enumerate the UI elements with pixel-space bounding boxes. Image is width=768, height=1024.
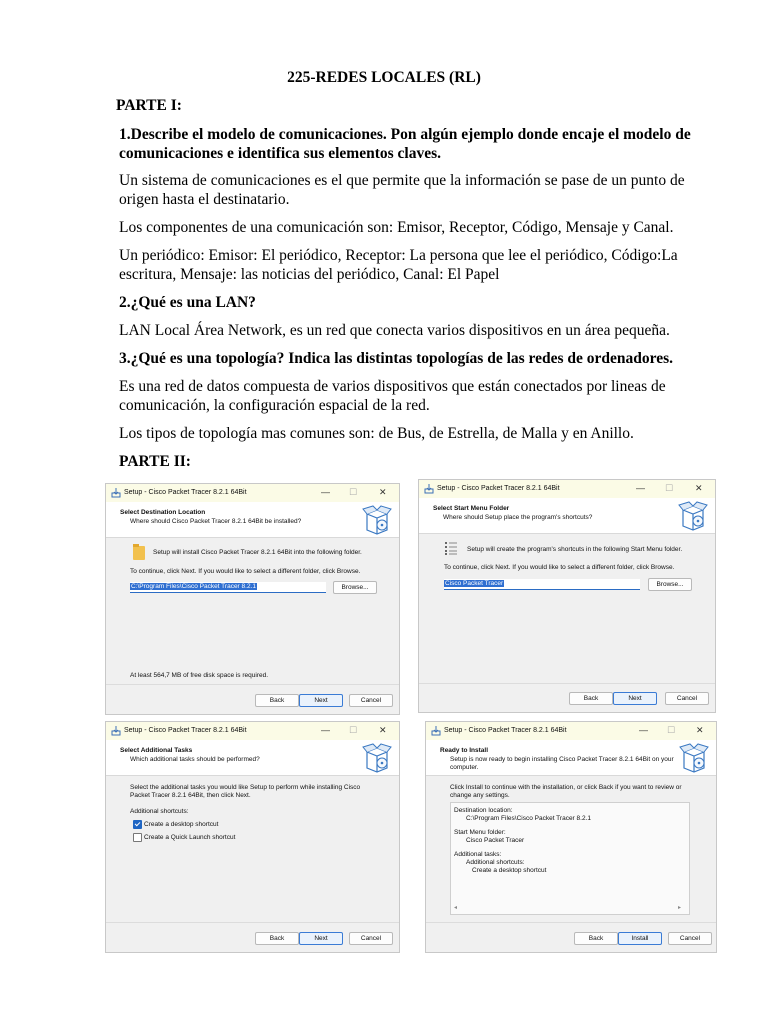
setup-icon bbox=[111, 488, 121, 498]
question-2: 2.¿Qué es una LAN? bbox=[119, 294, 256, 311]
page-heading: Select Destination Location bbox=[120, 509, 206, 516]
back-button[interactable]: Back bbox=[255, 694, 299, 707]
answer-3-paragraph-1: Es una red de datos compuesta de varios dispositivos que están conectados por lineas de comunicación, la configuración espacial de la red. bbox=[119, 378, 666, 414]
minimize-icon[interactable]: — bbox=[636, 483, 645, 493]
cancel-button[interactable]: Cancel bbox=[665, 692, 709, 705]
setup-icon bbox=[431, 726, 441, 736]
next-button[interactable]: Next bbox=[299, 932, 343, 945]
scroll-right-icon[interactable]: ▸ bbox=[678, 905, 682, 911]
minimize-icon[interactable]: — bbox=[321, 487, 330, 497]
shortcuts-group-label: Additional shortcuts: bbox=[130, 808, 189, 815]
close-icon[interactable]: ✕ bbox=[696, 725, 704, 735]
additional-shortcuts-value: Additional shortcuts: bbox=[466, 859, 525, 866]
page-subheading: Where should Cisco Packet Tracer 8.2.1 64Bit be installed? bbox=[130, 518, 302, 525]
page-subheading: Where should Setup place the program's shortcuts? bbox=[443, 514, 593, 521]
start-menu-info: Setup will create the program's shortcuts in the following Start Menu folder. bbox=[467, 546, 683, 553]
back-button[interactable]: Back bbox=[569, 692, 613, 705]
footer-divider bbox=[426, 922, 716, 923]
wizard-header bbox=[419, 498, 715, 534]
title-bar bbox=[426, 722, 716, 740]
scroll-left-icon[interactable]: ◂ bbox=[454, 905, 458, 911]
answer-1-paragraph-2: Los componentes de una comunicación son: Emisor, Receptor, Código, Mensaje y Canal. bbox=[119, 219, 674, 236]
tasks-info: Select the additional tasks you would like Setup to perform while installing Cisco Packet Tracer 8.2.1 64Bit, then click Next. bbox=[130, 784, 361, 799]
start-menu-folder-input[interactable] bbox=[444, 579, 640, 590]
destination-label: Destination location: bbox=[454, 807, 513, 814]
start-menu-icon bbox=[445, 541, 457, 555]
browse-button[interactable]: Browse... bbox=[333, 581, 377, 594]
start-menu-label: Start Menu folder: bbox=[454, 829, 506, 836]
setup-box-icon bbox=[678, 742, 710, 774]
title-bar bbox=[106, 722, 399, 740]
additional-tasks-label: Additional tasks: bbox=[454, 851, 502, 858]
answer-3-paragraph-2: Los tipos de topología mas comunes son: de Bus, de Estrella, de Malla y en Anillo. bbox=[119, 425, 634, 442]
page-heading: Select Start Menu Folder bbox=[433, 505, 510, 512]
destination-path-value: C:\Program Files\Cisco Packet Tracer 8.2.1 bbox=[131, 583, 256, 590]
window-title: Setup - Cisco Packet Tracer 8.2.1 64Bit bbox=[124, 489, 247, 496]
desktop-shortcut-value: Create a desktop shortcut bbox=[472, 867, 547, 874]
title-bar bbox=[106, 484, 399, 502]
answer-2: LAN Local Área Network, es un red que conecta varios dispositivos en un área pequeña. bbox=[119, 322, 670, 339]
wizard-header bbox=[106, 740, 399, 776]
cancel-button[interactable]: Cancel bbox=[668, 932, 712, 945]
window-title: Setup - Cisco Packet Tracer 8.2.1 64Bit bbox=[444, 727, 567, 734]
page-heading: Ready to Install bbox=[440, 747, 489, 754]
setup-icon bbox=[424, 484, 434, 494]
folder-icon bbox=[133, 546, 145, 560]
answer-1-paragraph-1: Un sistema de comunicaciones es el que permite que la información se pase de un punto de origen hasta el destinatario. bbox=[119, 172, 685, 208]
page-heading: Select Additional Tasks bbox=[120, 747, 193, 754]
cancel-button[interactable]: Cancel bbox=[349, 694, 393, 707]
close-icon[interactable]: ✕ bbox=[379, 487, 387, 497]
maximize-icon[interactable]: ☐ bbox=[667, 725, 676, 735]
desktop-shortcut-label: Create a desktop shortcut bbox=[144, 821, 219, 828]
footer-divider bbox=[106, 922, 399, 923]
destination-path-input[interactable] bbox=[130, 582, 326, 593]
window-title: Setup - Cisco Packet Tracer 8.2.1 64Bit bbox=[437, 485, 560, 492]
quick-launch-label: Create a Quick Launch shortcut bbox=[144, 834, 236, 841]
question-3: 3.¿Qué es una topología? Indica las distintas topologías de las redes de ordenadores. bbox=[119, 350, 674, 367]
footer-divider bbox=[106, 684, 399, 685]
wizard-header bbox=[106, 502, 399, 538]
setup-window-ready-to-install bbox=[425, 721, 717, 953]
back-button[interactable]: Back bbox=[255, 932, 299, 945]
document-title: 225-REDES LOCALES (RL) bbox=[287, 69, 481, 86]
setup-box-icon bbox=[361, 742, 393, 774]
setup-window-destination bbox=[105, 483, 400, 715]
minimize-icon[interactable]: — bbox=[639, 725, 648, 735]
part-two-heading: PARTE II: bbox=[119, 453, 191, 470]
install-button[interactable]: Install bbox=[618, 932, 662, 945]
start-menu-value: Cisco Packet Tracer bbox=[466, 837, 525, 844]
minimize-icon[interactable]: — bbox=[321, 725, 330, 735]
setup-window-start-menu bbox=[418, 479, 716, 713]
desktop-shortcut-checkbox[interactable] bbox=[133, 820, 142, 829]
install-folder-info: Setup will install Cisco Packet Tracer 8.2.1 64Bit into the following folder. bbox=[153, 549, 362, 556]
window-title: Setup - Cisco Packet Tracer 8.2.1 64Bit bbox=[124, 727, 247, 734]
maximize-icon[interactable]: ☐ bbox=[349, 487, 358, 497]
browse-instructions: To continue, click Next. If you would like to select a different folder, click Browse. bbox=[444, 564, 675, 571]
maximize-icon[interactable]: ☐ bbox=[665, 483, 674, 493]
maximize-icon[interactable]: ☐ bbox=[349, 725, 358, 735]
close-icon[interactable]: ✕ bbox=[379, 725, 387, 735]
question-1: 1.Describe el modelo de comunicaciones. Pon algún ejemplo donde encaje el modelo de comunicaciones e identifica sus elementos claves. bbox=[119, 126, 691, 162]
next-button[interactable]: Next bbox=[613, 692, 657, 705]
install-info: Click Install to continue with the installation, or click Back if you want to review or change any settings. bbox=[450, 784, 682, 799]
browse-button[interactable]: Browse... bbox=[648, 578, 692, 591]
next-button[interactable]: Next bbox=[299, 694, 343, 707]
setup-box-icon bbox=[677, 500, 709, 532]
start-menu-folder-value: Cisco Packet Tracer bbox=[445, 580, 504, 587]
setup-window-additional-tasks bbox=[105, 721, 400, 953]
part-one-heading: PARTE I: bbox=[116, 97, 182, 114]
title-bar bbox=[419, 480, 715, 498]
settings-summary-box[interactable] bbox=[450, 802, 690, 915]
destination-value: C:\Program Files\Cisco Packet Tracer 8.2.1 bbox=[466, 815, 591, 822]
cancel-button[interactable]: Cancel bbox=[349, 932, 393, 945]
browse-instructions: To continue, click Next. If you would like to select a different folder, click Browse. bbox=[130, 568, 361, 575]
wizard-header bbox=[426, 740, 716, 776]
page-subheading: Setup is now ready to begin installing Cisco Packet Tracer 8.2.1 64Bit on your computer. bbox=[450, 756, 674, 771]
footer-divider bbox=[419, 683, 715, 684]
page-subheading: Which additional tasks should be performed? bbox=[130, 756, 260, 763]
answer-1-paragraph-3: Un periódico: Emisor: El periódico, Receptor: La persona que lee el periódico, Código:La escritura, Mensaje: las noticias del periódico, Canal: El Papel bbox=[119, 247, 678, 283]
quick-launch-checkbox[interactable] bbox=[133, 833, 142, 842]
disk-space-note: At least 564,7 MB of free disk space is required. bbox=[130, 672, 269, 679]
setup-icon bbox=[111, 726, 121, 736]
back-button[interactable]: Back bbox=[574, 932, 618, 945]
setup-box-icon bbox=[361, 504, 393, 536]
close-icon[interactable]: ✕ bbox=[695, 483, 703, 493]
